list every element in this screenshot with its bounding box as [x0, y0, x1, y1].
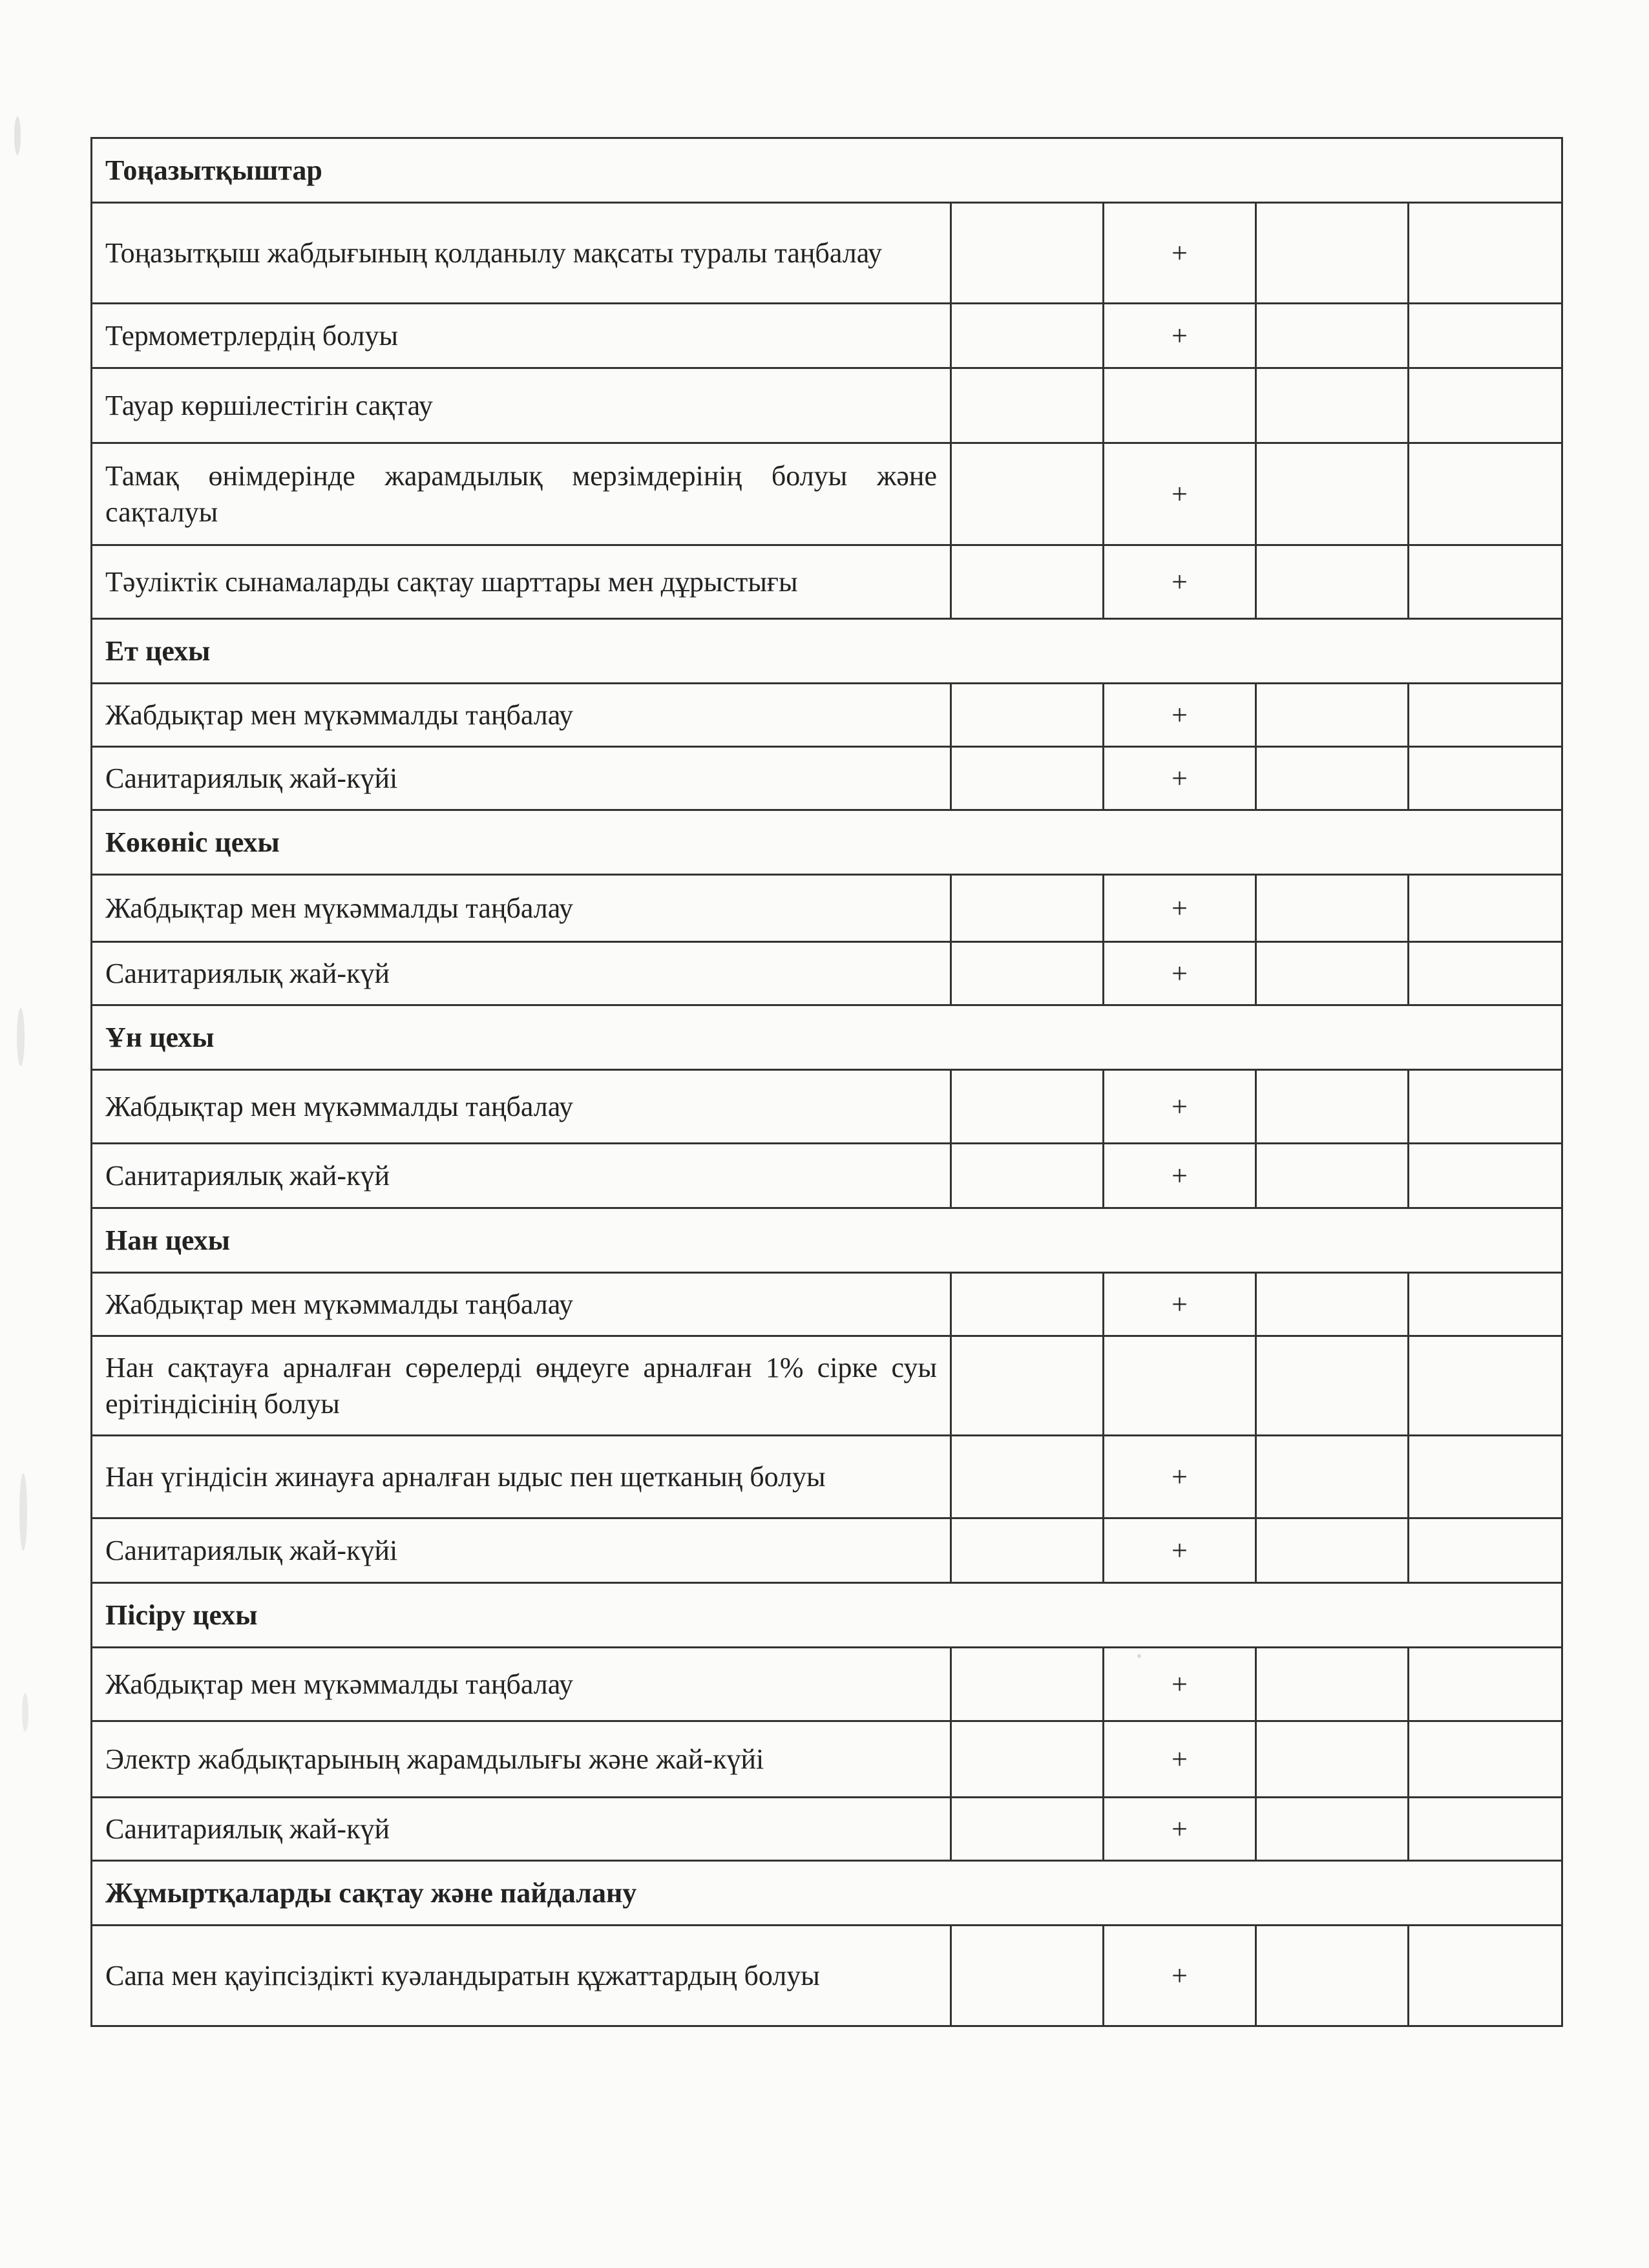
mark-cell-4 — [1409, 1070, 1562, 1144]
mark-cell-3 — [1256, 1144, 1409, 1208]
mark-cell-1 — [951, 368, 1104, 443]
mark-cell-2 — [1104, 1336, 1256, 1436]
mark-cell-3 — [1256, 1436, 1409, 1518]
criterion-cell: Нан сақтауға арналған сөрелерді өңдеуге арналған 1% сірке суы ерітіндісінің болуы — [92, 1336, 951, 1436]
mark-cell-1 — [951, 1336, 1104, 1436]
criterion-cell: Тоңазытқыш жабдығының қолданылу мақсаты туралы таңбалау — [92, 203, 951, 304]
table-row — [92, 1798, 1562, 1861]
criterion-cell: Тамақ өнімдерінде жарамдылық мерзімдерінің болуы және сақталуы — [92, 443, 951, 545]
mark-cell-4 — [1409, 1798, 1562, 1861]
mark-cell-2: + — [1104, 1518, 1256, 1583]
inspection-checklist-table — [90, 137, 1563, 2027]
mark-cell-4 — [1409, 747, 1562, 810]
mark-cell-1 — [951, 1070, 1104, 1144]
criterion-cell: Жабдықтар мен мүкәммалды таңбалау — [92, 1273, 951, 1336]
table-row — [92, 1144, 1562, 1208]
table-row — [92, 1518, 1562, 1583]
section-title: Жұмыртқаларды сақтау және пайдалану — [92, 1861, 1562, 1926]
scan-speck — [19, 1473, 27, 1551]
table-row — [92, 875, 1562, 942]
criterion-cell: Санитариялық жай-күйі — [92, 1518, 951, 1583]
mark-cell-3 — [1256, 203, 1409, 304]
mark-cell-1 — [951, 942, 1104, 1005]
mark-cell-1 — [951, 1798, 1104, 1861]
mark-cell-1 — [951, 1721, 1104, 1798]
section-row — [92, 138, 1562, 203]
mark-cell-4 — [1409, 684, 1562, 747]
table-row — [92, 684, 1562, 747]
mark-cell-4 — [1409, 1926, 1562, 2026]
mark-cell-4 — [1409, 1648, 1562, 1721]
mark-cell-4 — [1409, 1336, 1562, 1436]
section-row — [92, 1208, 1562, 1273]
mark-cell-3 — [1256, 1721, 1409, 1798]
scan-speck — [14, 116, 21, 155]
mark-cell-2: + — [1104, 443, 1256, 545]
mark-cell-1 — [951, 684, 1104, 747]
criterion-cell: Термометрлердің болуы — [92, 304, 951, 368]
table-row — [92, 368, 1562, 443]
table-row — [92, 1070, 1562, 1144]
mark-cell-3 — [1256, 1336, 1409, 1436]
section-title: Ұн цехы — [92, 1005, 1562, 1070]
table-row — [92, 1273, 1562, 1336]
mark-cell-3 — [1256, 1518, 1409, 1583]
table-row — [92, 1336, 1562, 1436]
section-title: Көкөніс цехы — [92, 810, 1562, 875]
criterion-cell: Санитариялық жай-күй — [92, 942, 951, 1005]
mark-cell-4 — [1409, 203, 1562, 304]
criterion-cell: Жабдықтар мен мүкәммалды таңбалау — [92, 1070, 951, 1144]
mark-cell-1 — [951, 875, 1104, 942]
mark-cell-3 — [1256, 304, 1409, 368]
mark-cell-2: + — [1104, 1721, 1256, 1798]
mark-cell-4 — [1409, 875, 1562, 942]
scan-speck — [22, 1693, 28, 1732]
mark-cell-2: + — [1104, 1798, 1256, 1861]
table-row — [92, 203, 1562, 304]
table-row — [92, 304, 1562, 368]
section-title: Тоңазытқыштар — [92, 138, 1562, 203]
table-row — [92, 1648, 1562, 1721]
section-title: Нан цехы — [92, 1208, 1562, 1273]
table-row — [92, 545, 1562, 619]
criterion-cell: Жабдықтар мен мүкәммалды таңбалау — [92, 1648, 951, 1721]
mark-cell-1 — [951, 545, 1104, 619]
mark-cell-2 — [1104, 368, 1256, 443]
mark-cell-2: + — [1104, 203, 1256, 304]
mark-cell-3 — [1256, 875, 1409, 942]
mark-cell-4 — [1409, 1273, 1562, 1336]
mark-cell-2: + — [1104, 875, 1256, 942]
mark-cell-4 — [1409, 1436, 1562, 1518]
criterion-cell: Жабдықтар мен мүкәммалды таңбалау — [92, 875, 951, 942]
mark-cell-1 — [951, 443, 1104, 545]
section-title: Ет цехы — [92, 619, 1562, 684]
mark-cell-2: + — [1104, 1144, 1256, 1208]
criterion-cell: Санитариялық жай-күй — [92, 1144, 951, 1208]
mark-cell-2: + — [1104, 1926, 1256, 2026]
mark-cell-1 — [951, 1648, 1104, 1721]
criterion-cell: Санитариялық жай-күйі — [92, 747, 951, 810]
mark-cell-1 — [951, 1436, 1104, 1518]
mark-cell-4 — [1409, 443, 1562, 545]
section-row — [92, 1861, 1562, 1926]
section-row — [92, 1583, 1562, 1648]
mark-cell-3 — [1256, 684, 1409, 747]
mark-cell-3 — [1256, 368, 1409, 443]
table-row — [92, 942, 1562, 1005]
mark-cell-1 — [951, 1926, 1104, 2026]
section-title: Пісіру цехы — [92, 1583, 1562, 1648]
criterion-cell: Санитариялық жай-күй — [92, 1798, 951, 1861]
mark-cell-3 — [1256, 1798, 1409, 1861]
mark-cell-3 — [1256, 1926, 1409, 2026]
mark-cell-3 — [1256, 443, 1409, 545]
mark-cell-2: + — [1104, 1436, 1256, 1518]
mark-cell-2: + — [1104, 684, 1256, 747]
criterion-cell: Сапа мен қауіпсіздікті куәландыратын құжаттардың болуы — [92, 1926, 951, 2026]
section-row — [92, 619, 1562, 684]
mark-cell-3 — [1256, 545, 1409, 619]
table-body — [92, 138, 1562, 2026]
mark-cell-4 — [1409, 304, 1562, 368]
mark-cell-3 — [1256, 747, 1409, 810]
mark-cell-1 — [951, 1273, 1104, 1336]
criterion-cell: Электр жабдықтарының жарамдылығы және жай-күйі — [92, 1721, 951, 1798]
mark-cell-3 — [1256, 1070, 1409, 1144]
section-row — [92, 1005, 1562, 1070]
mark-cell-2: + — [1104, 1648, 1256, 1721]
scan-speck — [1137, 1654, 1141, 1658]
mark-cell-2: + — [1104, 942, 1256, 1005]
criterion-cell: Тәуліктік сынамаларды сақтау шарттары мен дұрыстығы — [92, 545, 951, 619]
mark-cell-4 — [1409, 368, 1562, 443]
section-row — [92, 810, 1562, 875]
mark-cell-4 — [1409, 942, 1562, 1005]
table-row — [92, 747, 1562, 810]
mark-cell-4 — [1409, 545, 1562, 619]
mark-cell-4 — [1409, 1721, 1562, 1798]
criterion-cell: Жабдықтар мен мүкәммалды таңбалау — [92, 684, 951, 747]
criterion-cell: Нан үгіндісін жинауға арналған ыдыс пен щетканың болуы — [92, 1436, 951, 1518]
table-row — [92, 1436, 1562, 1518]
mark-cell-1 — [951, 1144, 1104, 1208]
mark-cell-2: + — [1104, 545, 1256, 619]
mark-cell-4 — [1409, 1144, 1562, 1208]
table-row — [92, 1926, 1562, 2026]
mark-cell-1 — [951, 203, 1104, 304]
mark-cell-1 — [951, 1518, 1104, 1583]
mark-cell-3 — [1256, 1273, 1409, 1336]
mark-cell-2: + — [1104, 1070, 1256, 1144]
table-row — [92, 1721, 1562, 1798]
table-row — [92, 443, 1562, 545]
mark-cell-2: + — [1104, 304, 1256, 368]
mark-cell-2: + — [1104, 1273, 1256, 1336]
mark-cell-3 — [1256, 1648, 1409, 1721]
criterion-cell: Тауар көршілестігін сақтау — [92, 368, 951, 443]
mark-cell-4 — [1409, 1518, 1562, 1583]
mark-cell-2: + — [1104, 747, 1256, 810]
scan-speck — [17, 1008, 25, 1066]
mark-cell-3 — [1256, 942, 1409, 1005]
mark-cell-1 — [951, 747, 1104, 810]
mark-cell-1 — [951, 304, 1104, 368]
